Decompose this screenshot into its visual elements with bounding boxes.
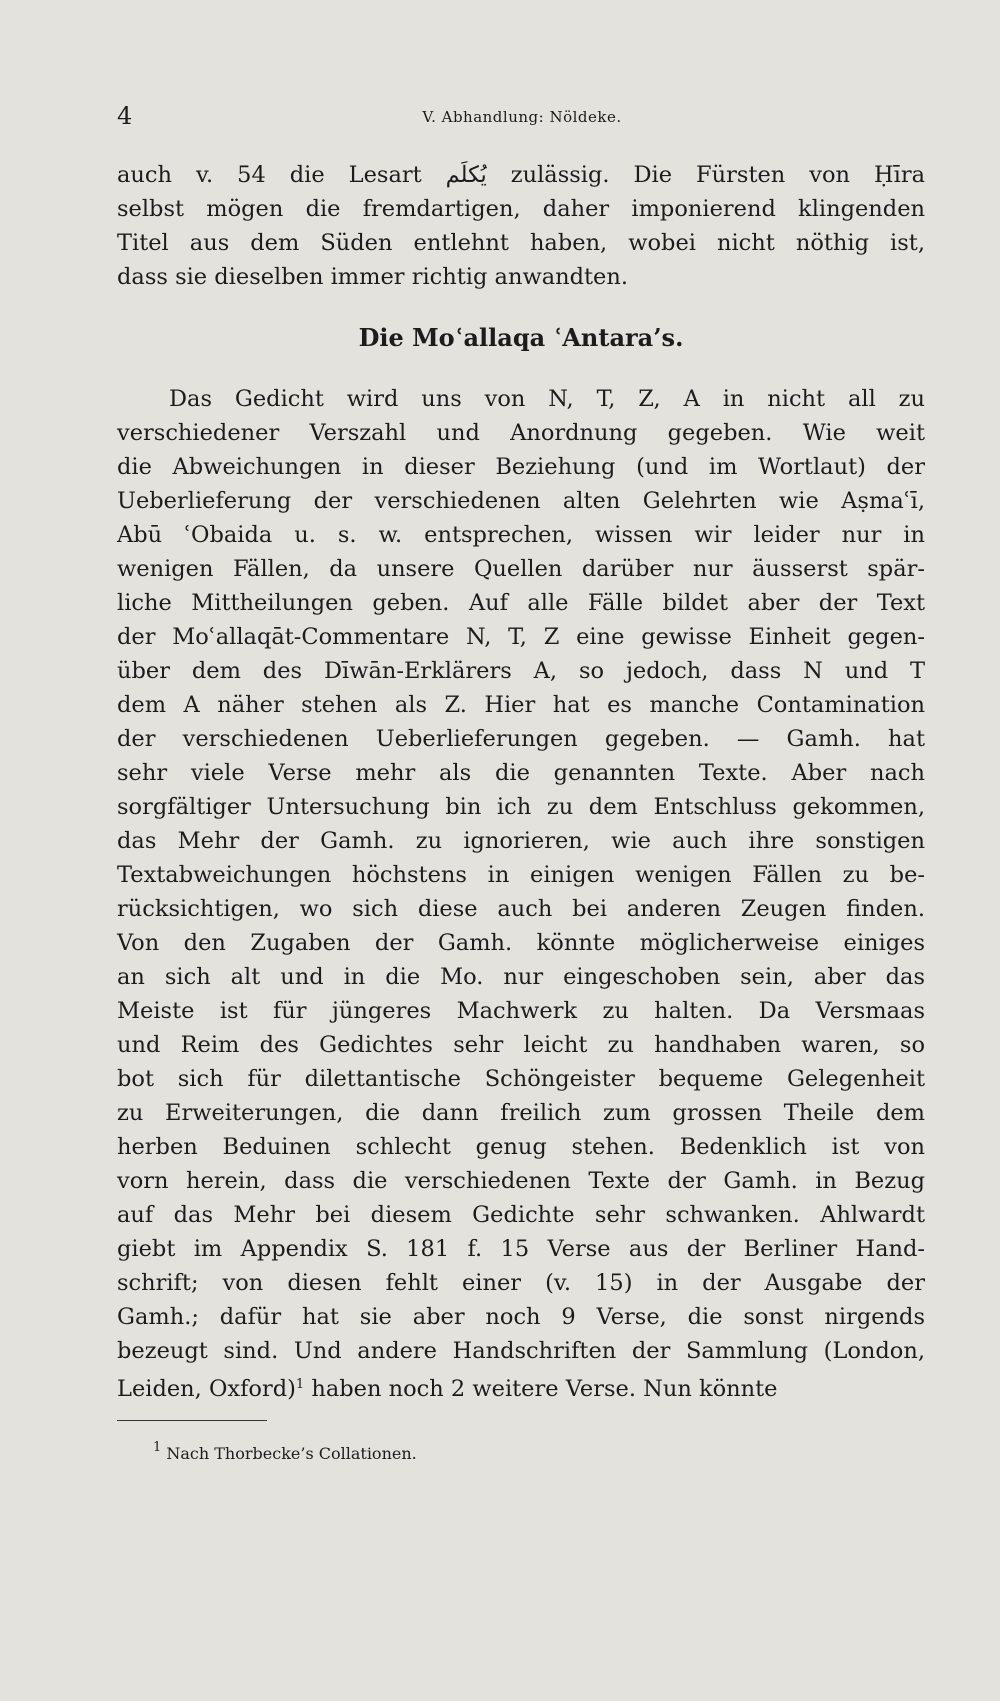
footnote-marker: 1: [295, 1377, 305, 1392]
text-line: bezeugt sind. Und andere Handschriften der Sammlung (London,: [117, 1338, 925, 1364]
text-line: selbst mögen die fremdartigen, daher imponierend klingenden: [117, 196, 925, 222]
text-line: rücksichtigen, wo sich diese auch bei anderen Zeugen finden.: [117, 896, 925, 922]
text-line: verschiedener Verszahl und Anordnung gegeben. Wie weit: [117, 420, 925, 446]
page-header: [117, 102, 927, 132]
text-line: Abū ʿObaida u. s. w. entsprechen, wissen wir leider nur in: [117, 522, 925, 548]
text-line: sehr viele Verse mehr als die genannten Texte. Aber nach: [117, 760, 925, 786]
text-line: Leiden, Oxford)$^1$ haben noch 2 weitere Verse. Nun könnte: [117, 1376, 778, 1402]
footnote-text: Nach Thorbecke’s Collationen.: [161, 1444, 417, 1463]
text-line: Titel aus dem Süden entlehnt haben, wobei nicht nöthig ist,: [117, 230, 925, 256]
paragraph-2: [117, 382, 925, 1368]
text-line: Gamh.; dafür hat sie aber noch 9 Verse, die sonst nirgends: [117, 1304, 925, 1330]
text-line: herben Beduinen schlecht genug stehen. Bedenklich ist von: [117, 1134, 925, 1160]
section-heading: Die Moʿallaqa ʿAntara’s.: [358, 323, 684, 352]
footnote-rule: [117, 1420, 267, 1421]
text-line: vorn herein, dass die verschiedenen Texte der Gamh. in Bezug: [117, 1168, 925, 1194]
paragraph-1: [117, 158, 925, 294]
text-line: Meiste ist für jüngeres Machwerk zu halten. Da Versmaas: [117, 998, 925, 1024]
text-line: liche Mittheilungen geben. Auf alle Fälle bildet aber der Text: [117, 590, 925, 616]
text-line: zu Erweiterungen, die dann freilich zum grossen Theile dem: [117, 1100, 925, 1126]
running-head: V. Abhandlung: Nöldeke.: [422, 108, 622, 126]
text-line: giebt im Appendix S. 181 f. 15 Verse aus der Berliner Hand-: [117, 1236, 925, 1262]
text-line: über dem des Dīwān-Erklärers A, so jedoch, dass N und T: [117, 658, 925, 684]
text-line: und Reim des Gedichtes sehr leicht zu handhaben waren, so: [117, 1032, 925, 1058]
text-line: das Mehr der Gamh. zu ignorieren, wie auch ihre sonstigen: [117, 828, 925, 854]
text-line: Textabweichungen höchstens in einigen wenigen Fällen zu be-: [117, 862, 925, 888]
text-line: Von den Zugaben der Gamh. könnte möglicherweise einiges: [117, 930, 925, 956]
page-number: 4: [117, 102, 133, 130]
text-line: bot sich für dilettantische Schöngeister bequeme Gelegenheit: [117, 1066, 925, 1092]
text-line: der Moʿallaqāt-Commentare N, T, Z eine gewisse Einheit gegen-: [117, 624, 925, 650]
text-line: dass sie dieselben immer richtig anwandten.: [117, 264, 629, 290]
text-line: wenigen Fällen, da unsere Quellen darüber nur äusserst spär-: [117, 556, 925, 582]
text-line: sorgfältiger Untersuchung bin ich zu dem Entschluss gekommen,: [117, 794, 925, 820]
body-text: [117, 158, 925, 1465]
footnote-number: 1: [153, 1440, 162, 1455]
text-line: dem A näher stehen als Z. Hier hat es manche Contamination: [117, 692, 925, 718]
text-line: der verschiedenen Ueberlieferungen gegeben. — Gamh. hat: [117, 726, 925, 752]
text-line: Das Gedicht wird uns von N, T, Z, A in nicht all zu: [169, 386, 925, 412]
text-line: schrift; von diesen fehlt einer (v. 15) in der Ausgabe der: [117, 1270, 925, 1296]
text-line: die Abweichungen in dieser Beziehung (und im Wortlaut) der: [117, 454, 925, 480]
text-line: auf das Mehr bei diesem Gedichte sehr schwanken. Ahlwardt: [117, 1202, 925, 1228]
text-line: Ueberlieferung der verschiedenen alten Gelehrten wie Aṣmaʿī,: [117, 488, 925, 514]
text-line: auch v. 54 die Lesart ﻳُﻜﻠَﻢ zulässig. Die Fürsten von Ḥīra: [117, 162, 925, 188]
footnote: [117, 1437, 925, 1465]
text-line: an sich alt und in die Mo. nur eingeschoben sein, aber das: [117, 964, 925, 990]
